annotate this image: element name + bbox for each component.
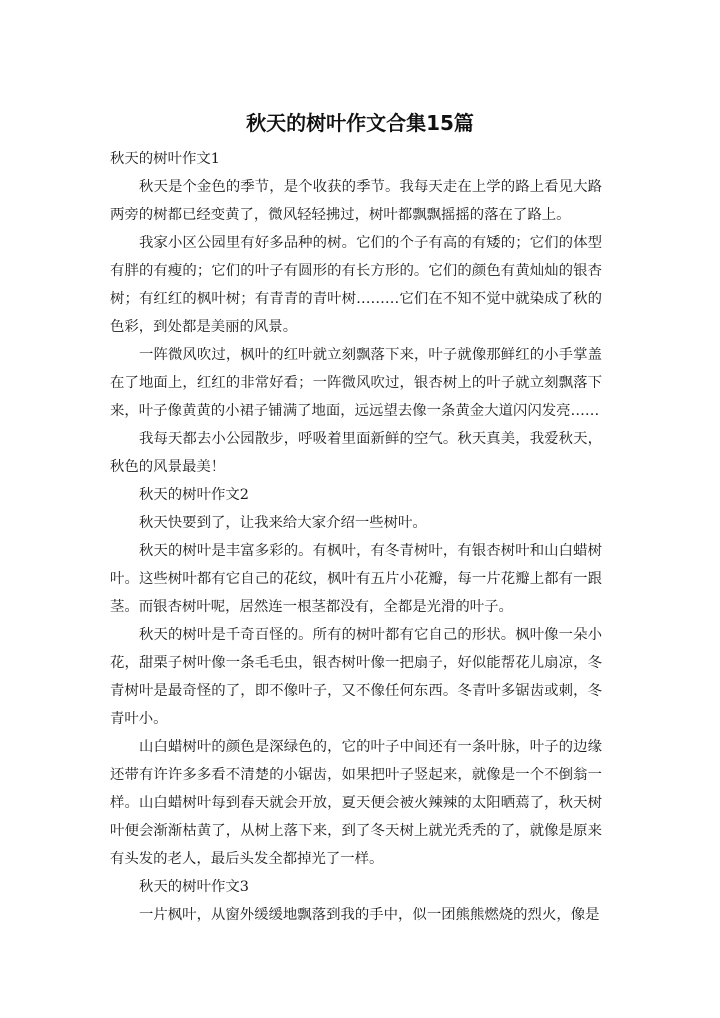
paragraph: 秋天的树叶是丰富多彩的。有枫叶，有冬青树叶，有银杏树叶和山白蜡树叶。这些树叶都有它自己的花纹，枫叶有五片小花瓣，每一片花瓣上都有一跟茎。而银杏树叶呢，居然连一根茎都没有，全都是光滑的叶子。 (110, 543, 602, 615)
paragraph: 我家小区公园里有好多品种的树。它们的个子有高的有矮的；它们的体型有胖的有瘦的；它们的叶子有圆形的有长方形的。它们的颜色有黄灿灿的银杏树；有红红的枫叶树；有青青的青叶树………它们在不知不觉中就染成了秋的色彩，到处都是美丽的风景。 (110, 235, 602, 335)
paragraph: 秋天快要到了，让我来给大家介绍一些树叶。 (139, 515, 427, 531)
section-heading: 秋天的树叶作文1 (110, 151, 220, 167)
section-heading: 秋天的树叶作文2 (139, 487, 249, 503)
paragraph: 秋天是个金色的季节，是个收获的季节。我每天走在上学的路上看见大路两旁的树都已经变黄了，微风轻轻拂过，树叶都飘飘摇摇的落在了路上。 (110, 179, 602, 223)
paragraph: 一阵微风吹过，枫叶的红叶就立刻飘落下来，叶子就像那鲜红的小手掌盖在了地面上，红红的非常好看；一阵微风吹过，银杏树上的叶子就立刻飘落下来，叶子像黄黄的小裙子铺满了地面，远远望去像一条黄金大道闪闪发亮…… (110, 347, 602, 419)
paragraph: 我每天都去小公园散步，呼吸着里面新鲜的空气。秋天真美，我爱秋天，秋色的风景最美！ (110, 431, 602, 475)
section-heading: 秋天的树叶作文3 (139, 879, 249, 895)
paragraph: 一片枫叶，从窗外缓缓地飘落到我的手中，似一团熊熊燃烧的烈火，像是 (139, 907, 600, 923)
paragraph: 秋天的树叶是千奇百怪的。所有的树叶都有它自己的形状。枫叶像一朵小花，甜栗子树叶像一条毛毛虫，银杏树叶像一把扇子，好似能帮花儿扇凉，冬青树叶是最奇怪的了，即不像叶子，又不像任何东西。冬青叶多锯齿或刺，冬青叶小。 (110, 627, 602, 727)
document-body (110, 145, 602, 929)
document-title: 秋天的树叶作文合集15篇 (246, 111, 474, 135)
paragraph: 山白蜡树叶的颜色是深绿色的，它的叶子中间还有一条叶脉，叶子的边缘还带有许许多多看不清楚的小锯齿，如果把叶子竖起来，就像是一个不倒翁一样。山白蜡树叶每到春天就会开放，夏天便会被火辣辣的太阳晒蔫了，秋天树叶便会渐渐枯黄了，从树上落下来，到了冬天树上就光秃秃的了，就像是原来有头发的老人，最后头发全都掉光了一样。 (110, 739, 602, 867)
